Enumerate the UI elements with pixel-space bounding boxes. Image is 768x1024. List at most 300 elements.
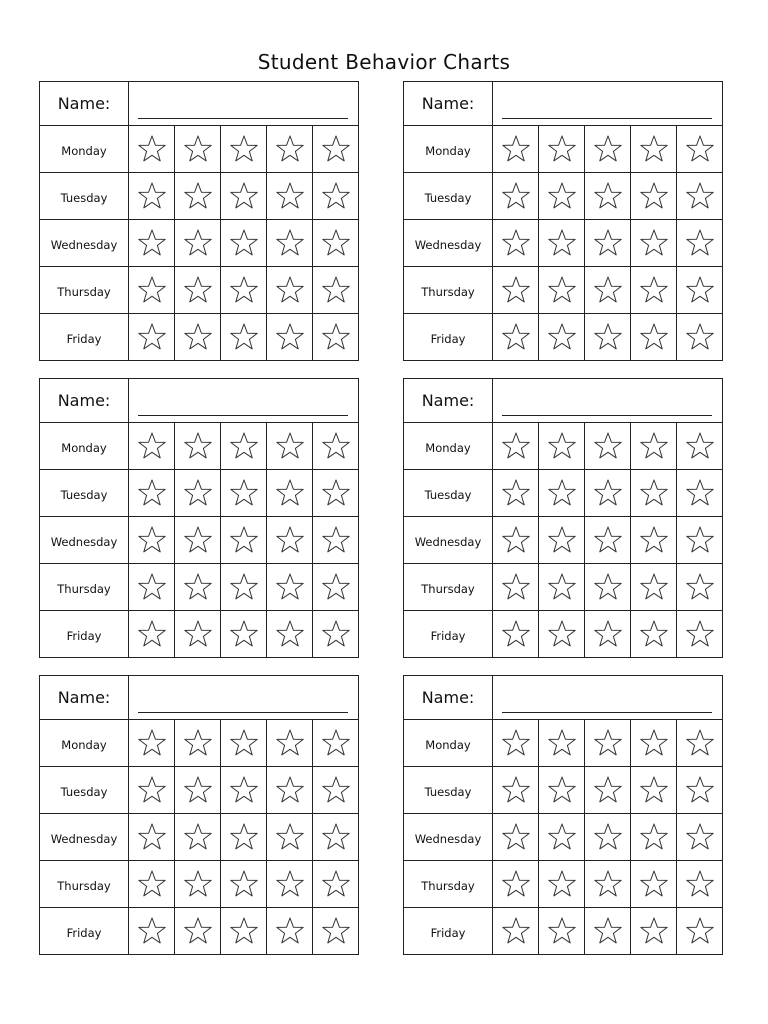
star-outline-icon[interactable] bbox=[137, 228, 167, 258]
star-cell[interactable] bbox=[539, 861, 585, 908]
star-cell[interactable] bbox=[677, 314, 723, 361]
star-outline-icon[interactable] bbox=[137, 619, 167, 649]
star-cell[interactable] bbox=[267, 611, 313, 658]
star-outline-icon[interactable] bbox=[321, 572, 351, 602]
star-outline-icon[interactable] bbox=[229, 728, 259, 758]
star-cell[interactable] bbox=[631, 767, 677, 814]
star-outline-icon[interactable] bbox=[321, 916, 351, 946]
star-outline-icon[interactable] bbox=[501, 572, 531, 602]
star-cell[interactable] bbox=[585, 861, 631, 908]
star-cell[interactable] bbox=[539, 611, 585, 658]
star-cell[interactable] bbox=[175, 908, 221, 955]
star-cell[interactable] bbox=[539, 126, 585, 173]
star-cell[interactable] bbox=[631, 720, 677, 767]
star-outline-icon[interactable] bbox=[137, 572, 167, 602]
star-cell[interactable] bbox=[677, 220, 723, 267]
star-cell[interactable] bbox=[267, 720, 313, 767]
star-cell[interactable] bbox=[585, 767, 631, 814]
star-cell[interactable] bbox=[129, 861, 175, 908]
name-field[interactable] bbox=[129, 676, 359, 720]
star-outline-icon[interactable] bbox=[547, 916, 577, 946]
star-cell[interactable] bbox=[313, 470, 359, 517]
star-outline-icon[interactable] bbox=[501, 275, 531, 305]
star-cell[interactable] bbox=[313, 267, 359, 314]
star-cell[interactable] bbox=[585, 908, 631, 955]
star-outline-icon[interactable] bbox=[501, 525, 531, 555]
star-cell[interactable] bbox=[585, 611, 631, 658]
star-outline-icon[interactable] bbox=[137, 822, 167, 852]
star-cell[interactable] bbox=[313, 126, 359, 173]
star-outline-icon[interactable] bbox=[501, 134, 531, 164]
star-cell[interactable] bbox=[631, 470, 677, 517]
star-outline-icon[interactable] bbox=[137, 728, 167, 758]
star-outline-icon[interactable] bbox=[593, 228, 623, 258]
star-outline-icon[interactable] bbox=[547, 275, 577, 305]
star-outline-icon[interactable] bbox=[183, 916, 213, 946]
star-cell[interactable] bbox=[129, 517, 175, 564]
star-cell[interactable] bbox=[585, 564, 631, 611]
star-outline-icon[interactable] bbox=[639, 916, 669, 946]
star-outline-icon[interactable] bbox=[547, 134, 577, 164]
star-cell[interactable] bbox=[493, 314, 539, 361]
star-cell[interactable] bbox=[677, 423, 723, 470]
star-outline-icon[interactable] bbox=[183, 181, 213, 211]
star-outline-icon[interactable] bbox=[183, 775, 213, 805]
star-outline-icon[interactable] bbox=[321, 134, 351, 164]
star-outline-icon[interactable] bbox=[275, 775, 305, 805]
star-outline-icon[interactable] bbox=[547, 181, 577, 211]
star-outline-icon[interactable] bbox=[229, 478, 259, 508]
star-cell[interactable] bbox=[539, 517, 585, 564]
star-outline-icon[interactable] bbox=[321, 228, 351, 258]
star-cell[interactable] bbox=[175, 314, 221, 361]
star-cell[interactable] bbox=[221, 908, 267, 955]
star-outline-icon[interactable] bbox=[685, 572, 715, 602]
star-outline-icon[interactable] bbox=[229, 916, 259, 946]
star-outline-icon[interactable] bbox=[183, 322, 213, 352]
star-outline-icon[interactable] bbox=[137, 869, 167, 899]
star-cell[interactable] bbox=[175, 814, 221, 861]
star-outline-icon[interactable] bbox=[275, 822, 305, 852]
star-outline-icon[interactable] bbox=[275, 916, 305, 946]
star-outline-icon[interactable] bbox=[593, 775, 623, 805]
star-outline-icon[interactable] bbox=[639, 478, 669, 508]
star-cell[interactable] bbox=[585, 423, 631, 470]
star-outline-icon[interactable] bbox=[547, 775, 577, 805]
star-cell[interactable] bbox=[267, 220, 313, 267]
star-outline-icon[interactable] bbox=[547, 619, 577, 649]
star-outline-icon[interactable] bbox=[321, 775, 351, 805]
star-cell[interactable] bbox=[631, 908, 677, 955]
star-cell[interactable] bbox=[493, 423, 539, 470]
star-outline-icon[interactable] bbox=[501, 478, 531, 508]
star-cell[interactable] bbox=[221, 470, 267, 517]
star-outline-icon[interactable] bbox=[229, 275, 259, 305]
star-cell[interactable] bbox=[493, 267, 539, 314]
star-cell[interactable] bbox=[267, 173, 313, 220]
star-outline-icon[interactable] bbox=[229, 431, 259, 461]
star-outline-icon[interactable] bbox=[639, 572, 669, 602]
star-cell[interactable] bbox=[129, 173, 175, 220]
star-cell[interactable] bbox=[267, 564, 313, 611]
star-outline-icon[interactable] bbox=[275, 572, 305, 602]
star-outline-icon[interactable] bbox=[183, 572, 213, 602]
star-cell[interactable] bbox=[539, 908, 585, 955]
star-outline-icon[interactable] bbox=[547, 478, 577, 508]
star-cell[interactable] bbox=[313, 220, 359, 267]
star-outline-icon[interactable] bbox=[593, 478, 623, 508]
star-cell[interactable] bbox=[129, 564, 175, 611]
star-outline-icon[interactable] bbox=[593, 728, 623, 758]
star-outline-icon[interactable] bbox=[639, 775, 669, 805]
star-outline-icon[interactable] bbox=[137, 134, 167, 164]
star-outline-icon[interactable] bbox=[593, 525, 623, 555]
star-cell[interactable] bbox=[175, 767, 221, 814]
star-outline-icon[interactable] bbox=[639, 134, 669, 164]
star-outline-icon[interactable] bbox=[229, 322, 259, 352]
star-cell[interactable] bbox=[129, 767, 175, 814]
star-outline-icon[interactable] bbox=[137, 431, 167, 461]
star-cell[interactable] bbox=[677, 611, 723, 658]
star-outline-icon[interactable] bbox=[685, 619, 715, 649]
star-cell[interactable] bbox=[267, 814, 313, 861]
star-cell[interactable] bbox=[585, 814, 631, 861]
star-cell[interactable] bbox=[631, 126, 677, 173]
star-cell[interactable] bbox=[221, 720, 267, 767]
star-outline-icon[interactable] bbox=[639, 228, 669, 258]
star-outline-icon[interactable] bbox=[321, 431, 351, 461]
star-outline-icon[interactable] bbox=[321, 322, 351, 352]
star-outline-icon[interactable] bbox=[137, 478, 167, 508]
star-cell[interactable] bbox=[129, 720, 175, 767]
star-outline-icon[interactable] bbox=[229, 134, 259, 164]
star-outline-icon[interactable] bbox=[275, 478, 305, 508]
star-cell[interactable] bbox=[313, 861, 359, 908]
star-cell[interactable] bbox=[539, 267, 585, 314]
star-cell[interactable] bbox=[175, 470, 221, 517]
star-outline-icon[interactable] bbox=[501, 728, 531, 758]
star-cell[interactable] bbox=[267, 267, 313, 314]
star-outline-icon[interactable] bbox=[229, 525, 259, 555]
star-outline-icon[interactable] bbox=[183, 619, 213, 649]
star-cell[interactable] bbox=[267, 517, 313, 564]
star-outline-icon[interactable] bbox=[275, 134, 305, 164]
star-cell[interactable] bbox=[585, 220, 631, 267]
star-outline-icon[interactable] bbox=[137, 775, 167, 805]
star-outline-icon[interactable] bbox=[639, 619, 669, 649]
star-outline-icon[interactable] bbox=[183, 478, 213, 508]
star-outline-icon[interactable] bbox=[501, 775, 531, 805]
star-outline-icon[interactable] bbox=[593, 572, 623, 602]
star-cell[interactable] bbox=[631, 220, 677, 267]
star-cell[interactable] bbox=[313, 908, 359, 955]
star-cell[interactable] bbox=[129, 908, 175, 955]
star-outline-icon[interactable] bbox=[137, 181, 167, 211]
star-cell[interactable] bbox=[221, 220, 267, 267]
star-cell[interactable] bbox=[493, 611, 539, 658]
star-outline-icon[interactable] bbox=[547, 728, 577, 758]
star-outline-icon[interactable] bbox=[501, 916, 531, 946]
star-outline-icon[interactable] bbox=[593, 322, 623, 352]
star-cell[interactable] bbox=[493, 814, 539, 861]
star-outline-icon[interactable] bbox=[183, 134, 213, 164]
star-cell[interactable] bbox=[539, 720, 585, 767]
star-cell[interactable] bbox=[677, 908, 723, 955]
star-outline-icon[interactable] bbox=[547, 322, 577, 352]
star-outline-icon[interactable] bbox=[275, 322, 305, 352]
star-outline-icon[interactable] bbox=[229, 822, 259, 852]
star-cell[interactable] bbox=[175, 861, 221, 908]
star-outline-icon[interactable] bbox=[229, 619, 259, 649]
star-cell[interactable] bbox=[129, 267, 175, 314]
star-outline-icon[interactable] bbox=[321, 275, 351, 305]
star-outline-icon[interactable] bbox=[275, 869, 305, 899]
star-cell[interactable] bbox=[221, 861, 267, 908]
star-outline-icon[interactable] bbox=[183, 431, 213, 461]
star-outline-icon[interactable] bbox=[275, 431, 305, 461]
star-outline-icon[interactable] bbox=[685, 775, 715, 805]
star-outline-icon[interactable] bbox=[275, 181, 305, 211]
star-cell[interactable] bbox=[267, 908, 313, 955]
star-cell[interactable] bbox=[631, 814, 677, 861]
star-cell[interactable] bbox=[175, 173, 221, 220]
star-cell[interactable] bbox=[313, 720, 359, 767]
star-cell[interactable] bbox=[313, 814, 359, 861]
star-cell[interactable] bbox=[677, 267, 723, 314]
star-cell[interactable] bbox=[129, 611, 175, 658]
star-outline-icon[interactable] bbox=[183, 525, 213, 555]
star-cell[interactable] bbox=[267, 470, 313, 517]
star-outline-icon[interactable] bbox=[275, 619, 305, 649]
star-outline-icon[interactable] bbox=[593, 275, 623, 305]
star-cell[interactable] bbox=[631, 314, 677, 361]
star-outline-icon[interactable] bbox=[275, 228, 305, 258]
star-cell[interactable] bbox=[631, 173, 677, 220]
star-outline-icon[interactable] bbox=[275, 728, 305, 758]
star-cell[interactable] bbox=[267, 126, 313, 173]
star-outline-icon[interactable] bbox=[321, 869, 351, 899]
star-cell[interactable] bbox=[313, 173, 359, 220]
star-outline-icon[interactable] bbox=[183, 822, 213, 852]
star-outline-icon[interactable] bbox=[137, 916, 167, 946]
star-cell[interactable] bbox=[493, 517, 539, 564]
star-cell[interactable] bbox=[221, 564, 267, 611]
star-outline-icon[interactable] bbox=[639, 322, 669, 352]
star-outline-icon[interactable] bbox=[501, 431, 531, 461]
star-cell[interactable] bbox=[221, 611, 267, 658]
star-cell[interactable] bbox=[493, 173, 539, 220]
star-cell[interactable] bbox=[493, 861, 539, 908]
star-cell[interactable] bbox=[175, 126, 221, 173]
star-outline-icon[interactable] bbox=[685, 916, 715, 946]
star-cell[interactable] bbox=[267, 861, 313, 908]
star-cell[interactable] bbox=[493, 720, 539, 767]
star-cell[interactable] bbox=[175, 611, 221, 658]
star-cell[interactable] bbox=[267, 767, 313, 814]
star-cell[interactable] bbox=[539, 423, 585, 470]
star-cell[interactable] bbox=[313, 423, 359, 470]
star-cell[interactable] bbox=[585, 314, 631, 361]
star-outline-icon[interactable] bbox=[229, 228, 259, 258]
star-outline-icon[interactable] bbox=[639, 869, 669, 899]
star-cell[interactable] bbox=[677, 517, 723, 564]
star-outline-icon[interactable] bbox=[547, 228, 577, 258]
star-outline-icon[interactable] bbox=[183, 228, 213, 258]
star-outline-icon[interactable] bbox=[685, 228, 715, 258]
star-cell[interactable] bbox=[539, 564, 585, 611]
star-outline-icon[interactable] bbox=[275, 275, 305, 305]
star-cell[interactable] bbox=[677, 720, 723, 767]
star-outline-icon[interactable] bbox=[593, 916, 623, 946]
star-cell[interactable] bbox=[129, 814, 175, 861]
star-cell[interactable] bbox=[175, 220, 221, 267]
star-cell[interactable] bbox=[267, 423, 313, 470]
star-outline-icon[interactable] bbox=[685, 134, 715, 164]
star-cell[interactable] bbox=[493, 564, 539, 611]
star-cell[interactable] bbox=[585, 470, 631, 517]
star-cell[interactable] bbox=[631, 564, 677, 611]
star-cell[interactable] bbox=[129, 470, 175, 517]
star-cell[interactable] bbox=[313, 517, 359, 564]
star-outline-icon[interactable] bbox=[547, 572, 577, 602]
star-cell[interactable] bbox=[221, 314, 267, 361]
star-cell[interactable] bbox=[313, 767, 359, 814]
star-outline-icon[interactable] bbox=[183, 869, 213, 899]
star-cell[interactable] bbox=[677, 564, 723, 611]
star-cell[interactable] bbox=[175, 267, 221, 314]
star-cell[interactable] bbox=[175, 517, 221, 564]
star-outline-icon[interactable] bbox=[229, 869, 259, 899]
star-outline-icon[interactable] bbox=[501, 181, 531, 211]
name-field[interactable] bbox=[129, 82, 359, 126]
star-cell[interactable] bbox=[129, 314, 175, 361]
name-field[interactable] bbox=[493, 82, 723, 126]
star-cell[interactable] bbox=[631, 423, 677, 470]
star-cell[interactable] bbox=[221, 517, 267, 564]
star-cell[interactable] bbox=[677, 126, 723, 173]
star-cell[interactable] bbox=[677, 173, 723, 220]
star-cell[interactable] bbox=[221, 814, 267, 861]
star-cell[interactable] bbox=[631, 517, 677, 564]
star-outline-icon[interactable] bbox=[321, 619, 351, 649]
star-outline-icon[interactable] bbox=[321, 728, 351, 758]
star-outline-icon[interactable] bbox=[639, 822, 669, 852]
star-outline-icon[interactable] bbox=[593, 869, 623, 899]
star-outline-icon[interactable] bbox=[593, 134, 623, 164]
star-cell[interactable] bbox=[585, 173, 631, 220]
star-cell[interactable] bbox=[221, 267, 267, 314]
star-cell[interactable] bbox=[221, 423, 267, 470]
star-cell[interactable] bbox=[493, 470, 539, 517]
name-field[interactable] bbox=[129, 379, 359, 423]
star-outline-icon[interactable] bbox=[547, 431, 577, 461]
star-cell[interactable] bbox=[175, 423, 221, 470]
star-outline-icon[interactable] bbox=[593, 619, 623, 649]
star-cell[interactable] bbox=[175, 564, 221, 611]
star-outline-icon[interactable] bbox=[639, 728, 669, 758]
star-cell[interactable] bbox=[493, 908, 539, 955]
star-cell[interactable] bbox=[539, 314, 585, 361]
star-outline-icon[interactable] bbox=[547, 869, 577, 899]
name-field[interactable] bbox=[493, 676, 723, 720]
star-cell[interactable] bbox=[221, 126, 267, 173]
star-outline-icon[interactable] bbox=[593, 431, 623, 461]
star-outline-icon[interactable] bbox=[321, 525, 351, 555]
star-outline-icon[interactable] bbox=[321, 478, 351, 508]
star-cell[interactable] bbox=[493, 126, 539, 173]
star-cell[interactable] bbox=[313, 611, 359, 658]
star-outline-icon[interactable] bbox=[501, 619, 531, 649]
star-outline-icon[interactable] bbox=[685, 728, 715, 758]
star-outline-icon[interactable] bbox=[229, 572, 259, 602]
star-outline-icon[interactable] bbox=[685, 869, 715, 899]
star-outline-icon[interactable] bbox=[639, 431, 669, 461]
star-cell[interactable] bbox=[539, 470, 585, 517]
star-cell[interactable] bbox=[221, 173, 267, 220]
star-outline-icon[interactable] bbox=[137, 275, 167, 305]
star-outline-icon[interactable] bbox=[229, 181, 259, 211]
star-outline-icon[interactable] bbox=[547, 822, 577, 852]
star-outline-icon[interactable] bbox=[593, 181, 623, 211]
star-cell[interactable] bbox=[539, 814, 585, 861]
name-field[interactable] bbox=[493, 379, 723, 423]
star-outline-icon[interactable] bbox=[639, 275, 669, 305]
star-cell[interactable] bbox=[677, 767, 723, 814]
star-cell[interactable] bbox=[677, 814, 723, 861]
star-cell[interactable] bbox=[677, 470, 723, 517]
star-outline-icon[interactable] bbox=[685, 822, 715, 852]
star-outline-icon[interactable] bbox=[685, 525, 715, 555]
star-cell[interactable] bbox=[539, 220, 585, 267]
star-cell[interactable] bbox=[631, 861, 677, 908]
star-outline-icon[interactable] bbox=[183, 275, 213, 305]
star-outline-icon[interactable] bbox=[685, 181, 715, 211]
star-cell[interactable] bbox=[313, 314, 359, 361]
star-cell[interactable] bbox=[585, 517, 631, 564]
star-outline-icon[interactable] bbox=[137, 322, 167, 352]
star-cell[interactable] bbox=[539, 173, 585, 220]
star-cell[interactable] bbox=[129, 220, 175, 267]
star-outline-icon[interactable] bbox=[501, 822, 531, 852]
star-outline-icon[interactable] bbox=[321, 822, 351, 852]
star-outline-icon[interactable] bbox=[685, 478, 715, 508]
star-outline-icon[interactable] bbox=[275, 525, 305, 555]
star-cell[interactable] bbox=[267, 314, 313, 361]
star-outline-icon[interactable] bbox=[137, 525, 167, 555]
star-cell[interactable] bbox=[677, 861, 723, 908]
star-outline-icon[interactable] bbox=[501, 869, 531, 899]
star-outline-icon[interactable] bbox=[685, 275, 715, 305]
star-cell[interactable] bbox=[129, 126, 175, 173]
star-outline-icon[interactable] bbox=[685, 322, 715, 352]
star-outline-icon[interactable] bbox=[183, 728, 213, 758]
star-outline-icon[interactable] bbox=[321, 181, 351, 211]
star-cell[interactable] bbox=[221, 767, 267, 814]
star-cell[interactable] bbox=[585, 126, 631, 173]
star-cell[interactable] bbox=[129, 423, 175, 470]
star-cell[interactable] bbox=[631, 267, 677, 314]
star-outline-icon[interactable] bbox=[639, 525, 669, 555]
star-outline-icon[interactable] bbox=[593, 822, 623, 852]
star-outline-icon[interactable] bbox=[639, 181, 669, 211]
star-outline-icon[interactable] bbox=[501, 322, 531, 352]
star-cell[interactable] bbox=[313, 564, 359, 611]
star-cell[interactable] bbox=[493, 220, 539, 267]
star-cell[interactable] bbox=[631, 611, 677, 658]
star-cell[interactable] bbox=[539, 767, 585, 814]
star-cell[interactable] bbox=[585, 267, 631, 314]
star-outline-icon[interactable] bbox=[685, 431, 715, 461]
